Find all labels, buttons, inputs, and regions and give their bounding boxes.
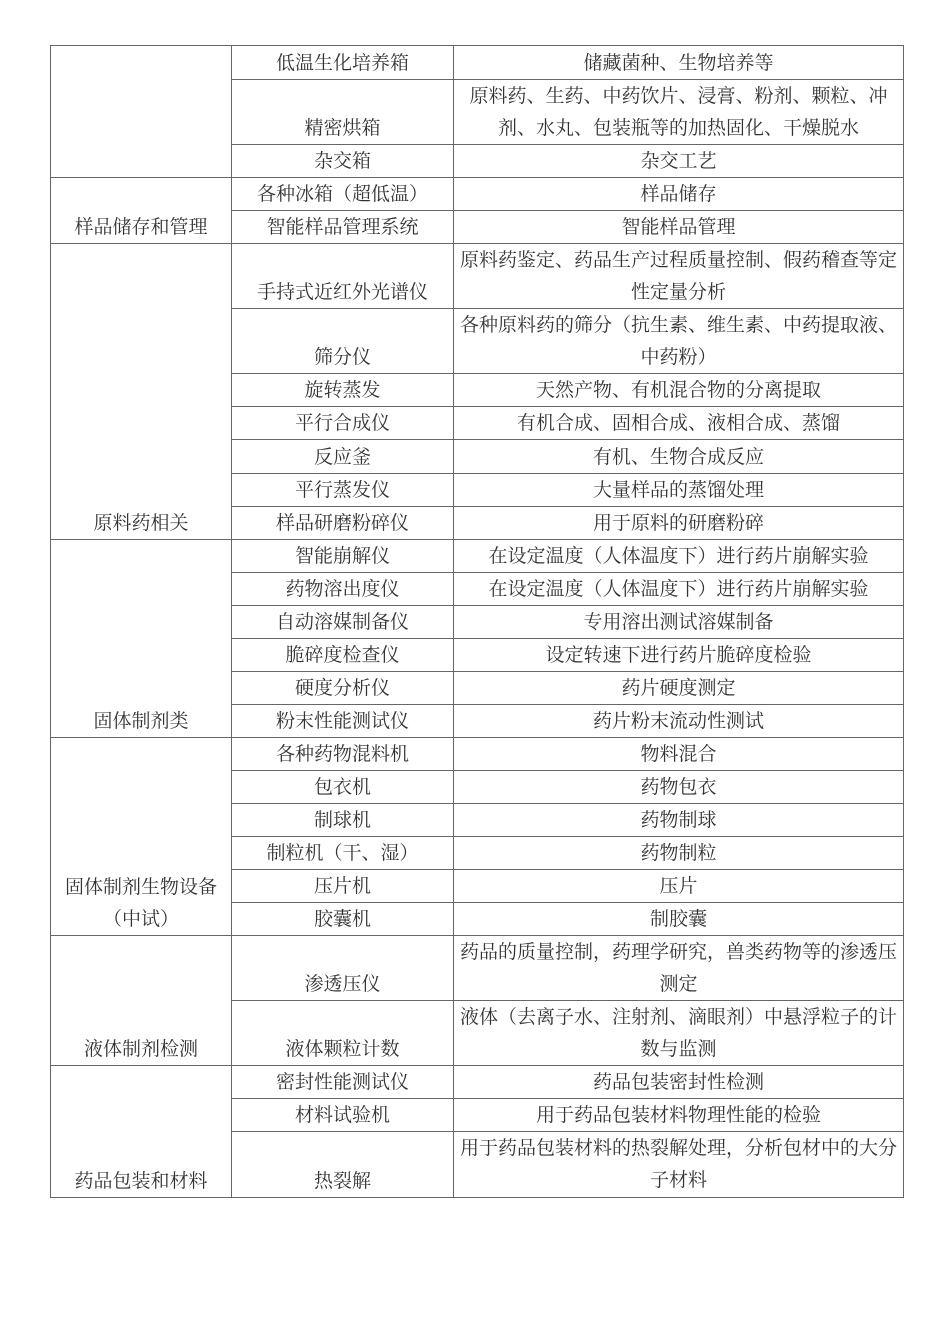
use-cell: 在设定温度（人体温度下）进行药片崩解实验 (454, 573, 904, 606)
category-cell: 固体制剂生物设备（中试） (51, 738, 232, 936)
device-cell: 渗透压仪 (232, 936, 454, 1001)
device-cell: 平行蒸发仪 (232, 474, 454, 507)
use-cell: 物料混合 (454, 738, 904, 771)
use-cell: 压片 (454, 870, 904, 903)
table-row (51, 244, 904, 309)
device-cell: 各种药物混料机 (232, 738, 454, 771)
device-cell: 密封性能测试仪 (232, 1066, 454, 1099)
use-cell: 用于原料的研磨粉碎 (454, 507, 904, 540)
use-cell: 药品包装密封性检测 (454, 1066, 904, 1099)
category-cell: 原料药相关 (51, 244, 232, 540)
device-cell: 各种冰箱（超低温） (232, 178, 454, 211)
use-cell: 有机、生物合成反应 (454, 440, 904, 474)
table-row (51, 1066, 904, 1099)
category-cell: 液体制剂检测 (51, 936, 232, 1066)
device-cell: 杂交箱 (232, 145, 454, 178)
device-cell: 材料试验机 (232, 1099, 454, 1132)
device-cell: 手持式近红外光谱仪 (232, 244, 454, 309)
device-cell: 硬度分析仪 (232, 672, 454, 705)
device-cell: 智能样品管理系统 (232, 211, 454, 244)
use-cell: 药物制球 (454, 804, 904, 837)
device-cell: 液体颗粒计数 (232, 1001, 454, 1066)
device-cell: 低温生化培养箱 (232, 46, 454, 80)
use-cell: 用于药品包装材料物理性能的检验 (454, 1099, 904, 1132)
table-row (51, 178, 904, 211)
device-cell: 样品研磨粉碎仪 (232, 507, 454, 540)
device-cell: 平行合成仪 (232, 407, 454, 440)
device-cell: 粉末性能测试仪 (232, 705, 454, 738)
table-row (51, 738, 904, 771)
device-cell: 脆碎度检查仪 (232, 639, 454, 672)
use-cell: 药物制粒 (454, 837, 904, 870)
table-row (51, 936, 904, 1001)
device-cell: 药物溶出度仪 (232, 573, 454, 606)
category-cell: 固体制剂类 (51, 540, 232, 738)
table-row (51, 46, 904, 80)
device-cell: 智能崩解仪 (232, 540, 454, 573)
use-cell: 智能样品管理 (454, 211, 904, 244)
device-cell: 制粒机（干、湿） (232, 837, 454, 870)
use-cell: 原料药鉴定、药品生产过程质量控制、假药稽查等定性定量分析 (454, 244, 904, 309)
category-cell: 样品储存和管理 (51, 178, 232, 244)
table-row (51, 540, 904, 573)
device-cell: 反应釜 (232, 440, 454, 474)
device-cell: 热裂解 (232, 1132, 454, 1198)
use-cell: 液体（去离子水、注射剂、滴眼剂）中悬浮粒子的计数与监测 (454, 1001, 904, 1066)
device-cell: 制球机 (232, 804, 454, 837)
device-cell: 筛分仪 (232, 309, 454, 374)
use-cell: 大量样品的蒸馏处理 (454, 474, 904, 507)
use-cell: 设定转速下进行药片脆碎度检验 (454, 639, 904, 672)
device-cell: 精密烘箱 (232, 80, 454, 145)
use-cell: 杂交工艺 (454, 145, 904, 178)
category-cell (51, 46, 232, 178)
use-cell: 专用溶出测试溶媒制备 (454, 606, 904, 639)
use-cell: 储藏菌种、生物培养等 (454, 46, 904, 80)
use-cell: 原料药、生药、中药饮片、浸膏、粉剂、颗粒、冲剂、水丸、包装瓶等的加热固化、干燥脱水 (454, 80, 904, 145)
device-cell: 自动溶媒制备仪 (232, 606, 454, 639)
use-cell: 各种原料药的筛分（抗生素、维生素、中药提取液、中药粉） (454, 309, 904, 374)
use-cell: 天然产物、有机混合物的分离提取 (454, 374, 904, 407)
device-cell: 包衣机 (232, 771, 454, 804)
use-cell: 药片硬度测定 (454, 672, 904, 705)
device-cell: 胶囊机 (232, 903, 454, 936)
use-cell: 样品储存 (454, 178, 904, 211)
device-cell: 旋转蒸发 (232, 374, 454, 407)
use-cell: 制胶囊 (454, 903, 904, 936)
use-cell: 药片粉末流动性测试 (454, 705, 904, 738)
device-cell: 压片机 (232, 870, 454, 903)
use-cell: 在设定温度（人体温度下）进行药片崩解实验 (454, 540, 904, 573)
equipment-table (50, 45, 904, 1198)
use-cell: 药物包衣 (454, 771, 904, 804)
use-cell: 用于药品包装材料的热裂解处理，分析包材中的大分子材料 (454, 1132, 904, 1198)
category-cell: 药品包装和材料 (51, 1066, 232, 1198)
use-cell: 有机合成、固相合成、液相合成、蒸馏 (454, 407, 904, 440)
use-cell: 药品的质量控制，药理学研究，兽类药物等的渗透压测定 (454, 936, 904, 1001)
equipment-table-body (51, 46, 904, 1198)
